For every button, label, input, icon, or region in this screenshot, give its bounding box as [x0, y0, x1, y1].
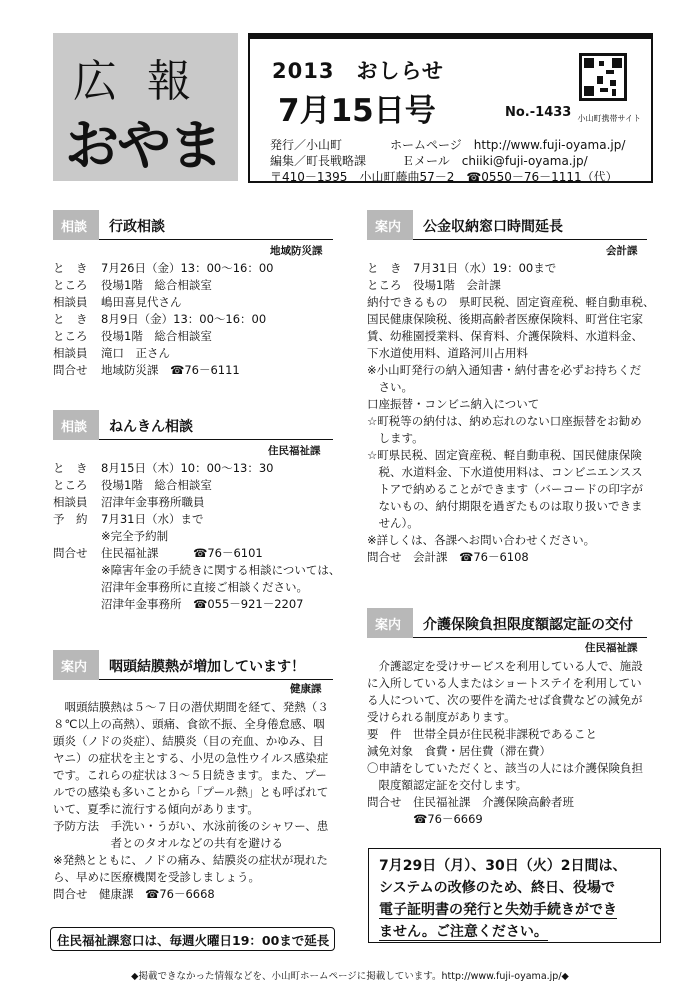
system-maintenance-notice: 7月29日（月）、30日（火）2日間は、 システムの改修のため、終日、役場で 電子証明書の発行と失効手続きができ ません。ご注意ください。 — [368, 848, 661, 943]
year-heading: 2013 おしらせ — [272, 59, 444, 83]
issue-date: 7月15日号 — [278, 93, 436, 129]
section-header-gyosei — [53, 210, 333, 240]
section-dept: 会計課 — [606, 245, 638, 257]
gyosei-body: と き 7月26日（金）13：00～16：00 ところ 役場1階 総合相談室 相談員 嶋田喜見代さん と き 8月9日（金）13：00～16：00 ところ 役場1階 総合相談室 相談員 滝口 正さん 問合せ 地域防災課 ☎76－6111 — [53, 261, 274, 377]
section-title: ねんきん相談 — [99, 410, 333, 440]
section-dept: 住民福祉課 — [585, 642, 638, 654]
issue-number: No.-1433 — [505, 105, 572, 120]
section-title: 介護保険負担限度額認定証の交付 — [413, 608, 647, 638]
kouekin-body: と き 7月31日（水）19：00まで ところ 役場1階 会計課 納付できるもの 県町民税、固定資産税、軽自動車税、 国民健康保険税、後期高齢者医療保険料、町営住宅家 賃、幼稚園授業料、保育料、介護保険料、水道料金、 下水道使用料、道路河川占用料 ※小山町発行の納入通知書・納付書を必ずお持ちくだ さい。 口座振替・コンビニ納入について ☆町税等の納付は、納め忘れのない口座振替をお勧め します。 ☆町県民税、固定資産税、軽自動車税、国民健康保険 税、水道料金、下水道使用料は、コンビニエンスス トアで納めることができます（バーコードの印字が ないもの、納付期限を過ぎたものは取り扱いできま せん）。 ※詳しくは、各課へお問い合わせください。 問合せ 会計課 ☎76－6108 — [367, 261, 655, 564]
logo-line-2: おやま — [65, 113, 221, 177]
section-dept: 健康課 — [290, 683, 322, 695]
section-tag: 案内 — [53, 650, 99, 680]
meta-line-publisher: 発行／小山町 ホームページ http://www.fuji-oyama.jp/ — [270, 138, 626, 152]
window-extension-note: 住民福祉課窓口は、毎週火曜日19：00まで延長 — [50, 927, 335, 951]
logo-line-1: 広報 — [73, 56, 221, 107]
section-title: 咽頭結膜熱が増加しています！ — [99, 650, 333, 680]
nenkin-body: と き 8月15日（木）10：00～13：30 ところ 役場1階 総合相談室 相談員 沼津年金事務所職員 予 約 7月31日（水）まで ※完全予約制 問合せ 住民福祉課 ☎76－6101 ※障害年金の手続きに関する相談については、 沼津年金事務所に直接ご相談ください。 沼津年金事務所 ☎055－921－2207 — [53, 461, 341, 611]
section-header-intou — [53, 650, 333, 680]
intou-body: 咽頭結膜熱は５～７日の潜伏期間を経て、発熱（３ ８℃以上の高熱）、頭痛、食欲不振、全身倦怠感、咽 頭炎（ノドの炎症）、結膜炎（目の充血、かゆみ、目 ヤニ）の症状を主とする、小児の急性ウイルス感染症 です。これらの症状は３～５日続きます。また、プー ルでの感染も多いことから「プール熱」とも呼ばれて いて、夏季に流行する傾向があります。 予防方法 手洗い・うがい、水泳前後のシャワー、患 者とのタオルなどの共有を避ける ※発熱とともに、ノドの痛み、結膜炎の症状が現れた ら、早めに医療機関を受診しましょう。 問合せ 健康課 ☎76－6668 — [53, 700, 329, 901]
section-dept: 地域防災課 — [270, 245, 323, 257]
section-tag: 相談 — [53, 410, 99, 440]
section-tag: 相談 — [53, 210, 99, 240]
section-header-nenkin — [53, 410, 333, 440]
section-title: 公金収納窓口時間延長 — [413, 210, 647, 240]
meta-line-editor: 編集／町長戦略課 Ｅメール chiiki@fuji-oyama.jp/ — [270, 154, 588, 168]
issue-info-box — [248, 33, 653, 183]
section-header-kaigo — [367, 608, 647, 638]
meta-line-address: 〒410－1395 小山町藤曲57－2 ☎0550－76－1111（代） — [270, 170, 618, 184]
qr-code-icon[interactable] — [579, 53, 627, 101]
section-header-kouekin — [367, 210, 647, 240]
section-title: 行政相談 — [99, 210, 333, 240]
newsletter-logo — [53, 33, 238, 181]
section-tag: 案内 — [367, 210, 413, 240]
qr-caption: 小山町携帯サイト — [577, 114, 641, 123]
section-tag: 案内 — [367, 608, 413, 638]
kaigo-body: 介護認定を受けサービスを利用している人で、施設 に入所している人またはショートステイを利用してい る人について、次の要件を満たせば食費などの減免が 受けられる制度があります。 要 件 世帯全員が住民税非課税であること 減免対象 食費・居住費（滞在費） 〇申請をしていただくと、該当の人には介護保険負担 限度額認定証を交付します。 問合せ 住民福祉課 介護保険高齢者班 ☎76－6669 — [367, 659, 643, 826]
footer-note: ◆掲載できなかった情報などを、小山町ホームページに掲載しています。http://www.fuji-oyama.jp/◆ — [131, 971, 569, 982]
section-dept: 住民福祉課 — [268, 445, 321, 457]
